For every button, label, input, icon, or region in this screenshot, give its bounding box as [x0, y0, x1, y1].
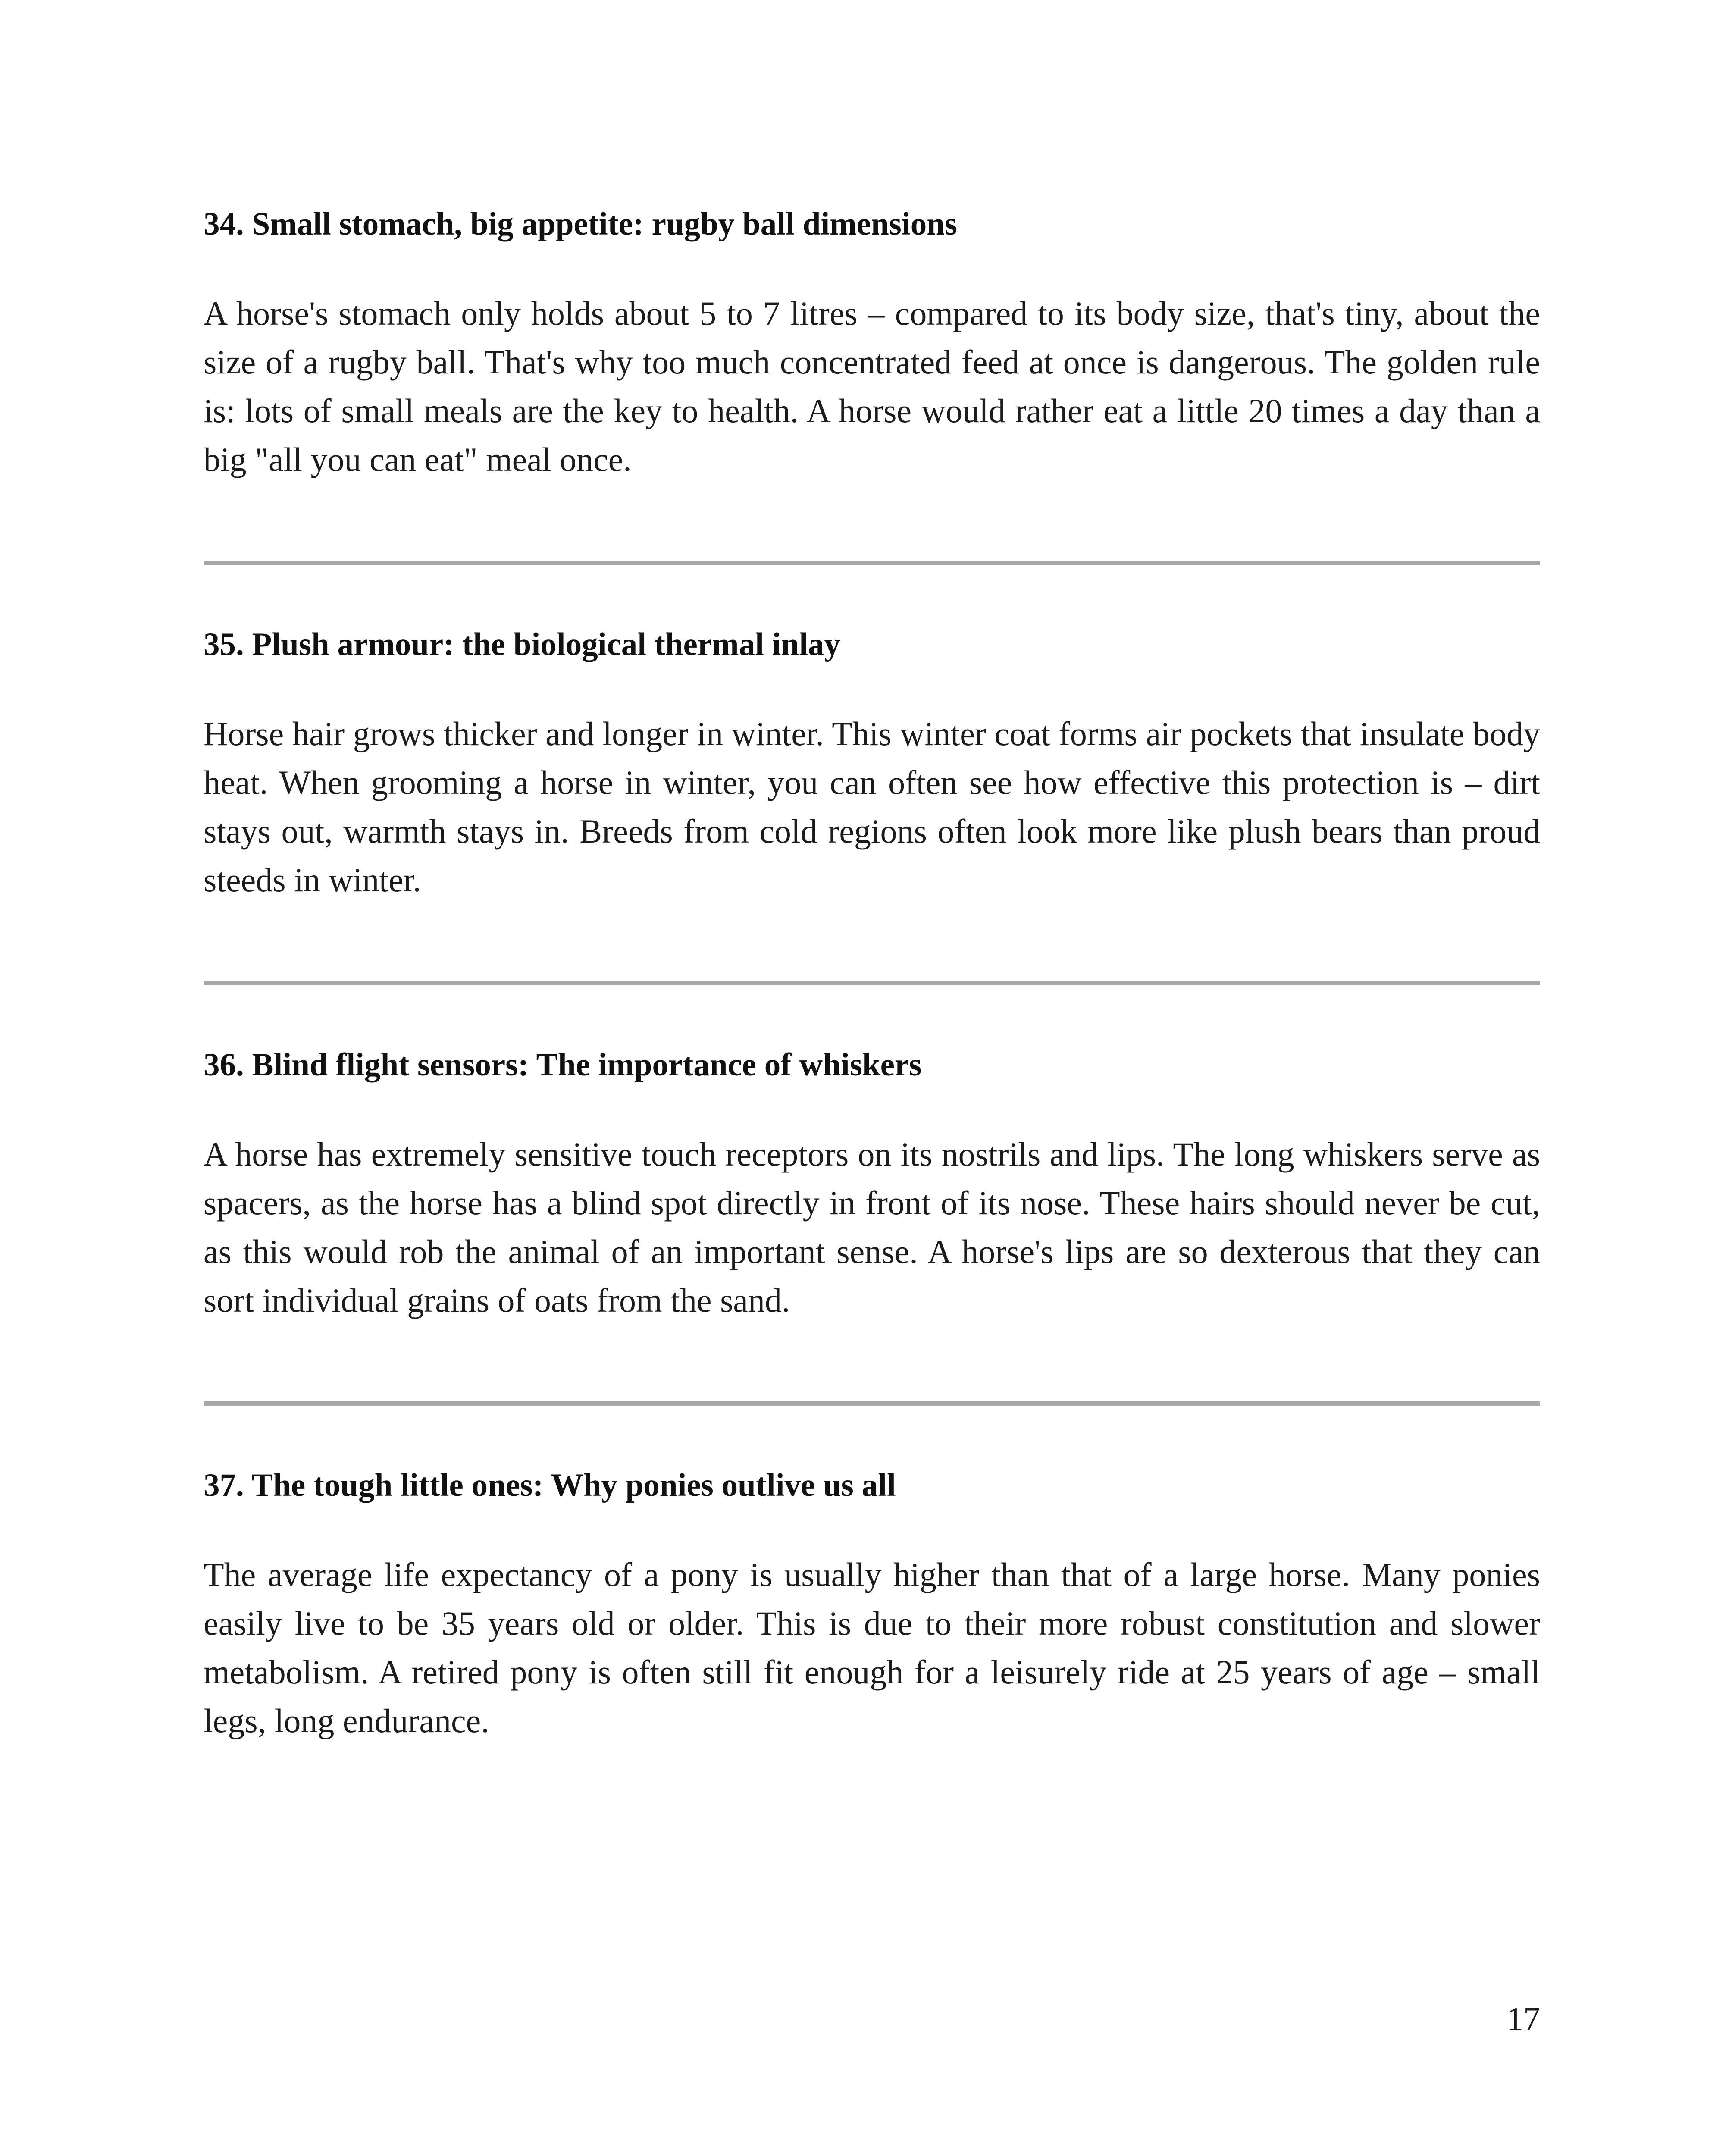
section-heading: 37. The tough little ones: Why ponies outlive us all — [204, 1467, 896, 1503]
section-body: A horse's stomach only holds about 5 to 7 litres – compared to its body size, that's tiny, about the size of a rugby ball. That's why too much concentrated feed at once is dangerous. The golden rule is: lots of small meals are the key to health. A horse would rather eat a little 20 times a day than a big "all you can eat" meal once. — [204, 295, 1540, 478]
section-34 — [204, 203, 1540, 484]
section-heading: 35. Plush armour: the biological thermal inlay — [204, 627, 841, 662]
section-37 — [204, 1464, 1540, 1745]
section-divider — [204, 981, 1540, 985]
section-36 — [204, 1044, 1540, 1325]
section-body: The average life expectancy of a pony is usually higher than that of a large horse. Many ponies easily live to be 35 years old or older. This is due to their more robust constitution and slower metabolism. A retired pony is often still fit enough for a leisurely ride at 25 years of age – small legs, long endurance. — [204, 1556, 1540, 1739]
section-body: Horse hair grows thicker and longer in winter. This winter coat forms air pockets that insulate body heat. When grooming a horse in winter, you can often see how effective this protection is – dirt stays out, warmth stays in. Breeds from cold regions often look more like plush bears than proud steeds in winter. — [204, 715, 1540, 899]
section-35 — [204, 623, 1540, 904]
page-number: 17 — [1506, 2000, 1540, 2037]
section-body: A horse has extremely sensitive touch receptors on its nostrils and lips. The long whiskers serve as spacers, as the horse has a blind spot directly in front of its nose. These hairs should never be cut, as this would rob the animal of an important sense. A horse's lips are so dexterous that they can sort individual grains of oats from the sand. — [204, 1135, 1540, 1319]
section-heading: 36. Blind flight sensors: The importance of whiskers — [204, 1047, 922, 1083]
section-heading: 34. Small stomach, big appetite: rugby ball dimensions — [204, 206, 958, 242]
section-divider — [204, 561, 1540, 565]
section-divider — [204, 1401, 1540, 1406]
